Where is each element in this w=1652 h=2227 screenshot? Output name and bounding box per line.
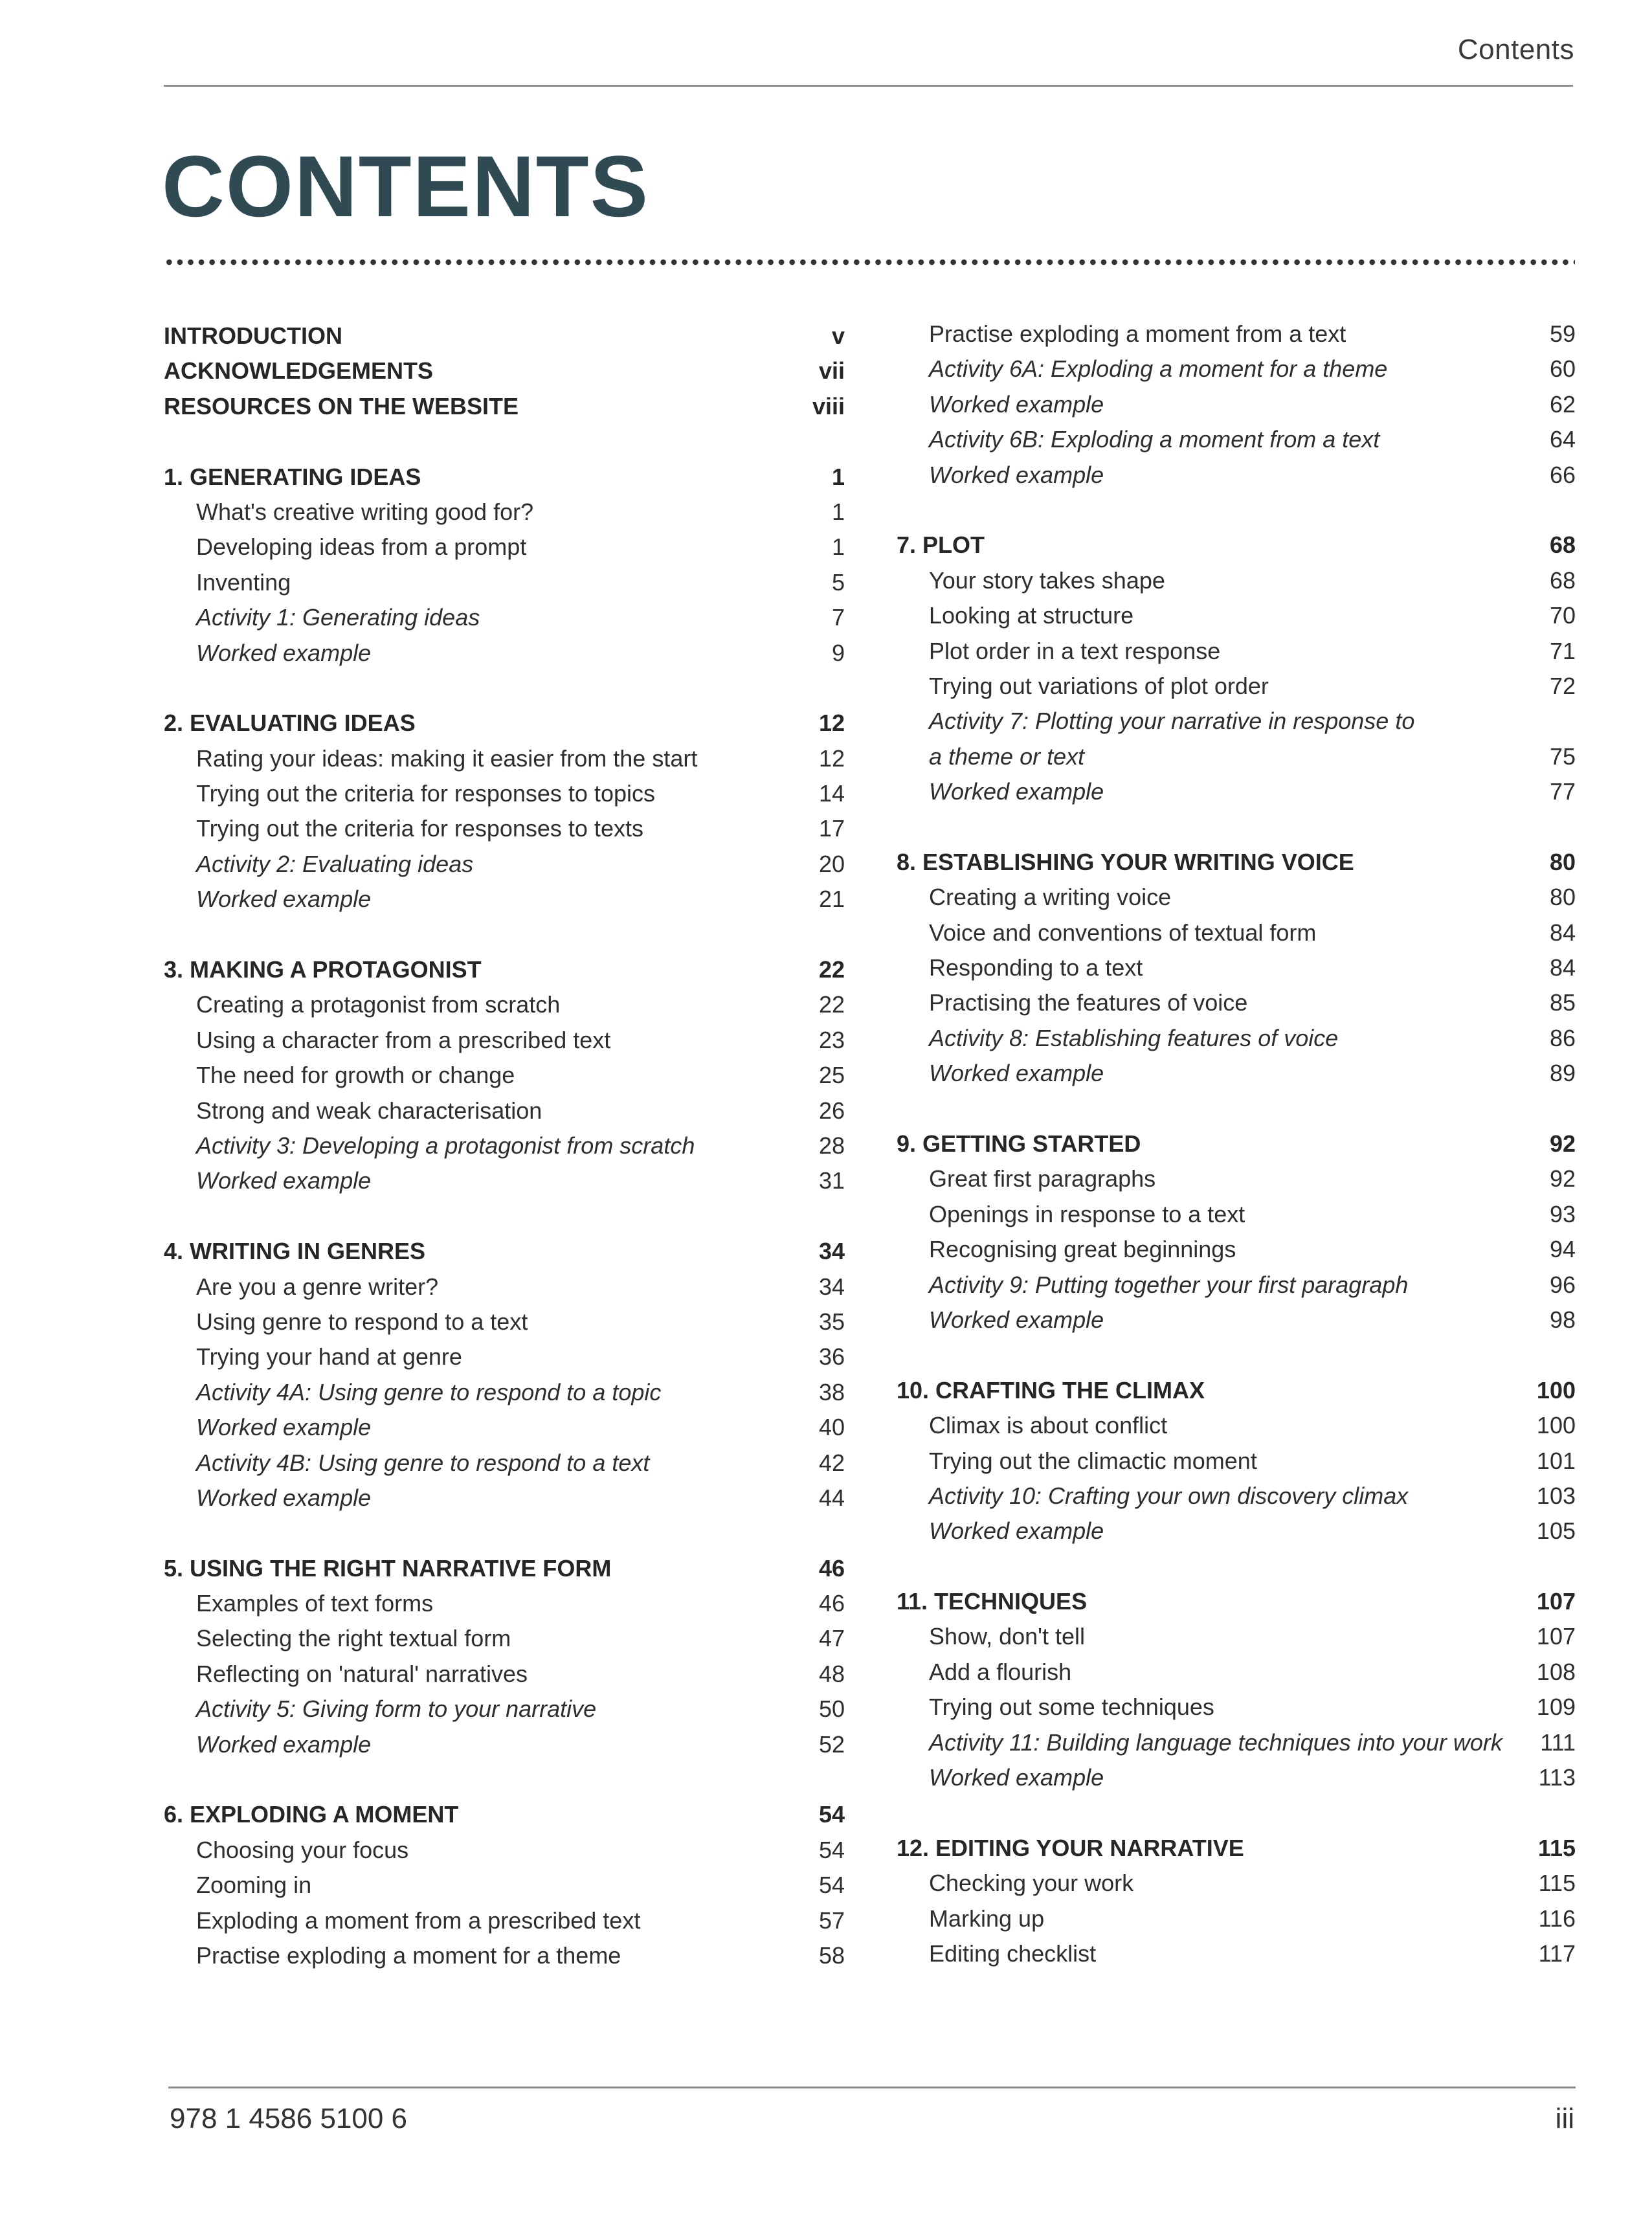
toc-page-number: 57 bbox=[818, 1907, 845, 1934]
toc-page-number: 107 bbox=[1536, 1588, 1576, 1615]
toc-page-number: 80 bbox=[1549, 884, 1576, 911]
toc-subentry[interactable] bbox=[897, 1866, 1576, 1901]
toc-page-number: 75 bbox=[1549, 743, 1576, 770]
toc-page-number: 84 bbox=[1549, 954, 1576, 981]
toc-subentry[interactable] bbox=[164, 530, 845, 565]
toc-entry-title: Add a flourish bbox=[929, 1658, 1072, 1685]
toc-chapter-entry[interactable] bbox=[164, 952, 845, 987]
toc-page-number: 34 bbox=[818, 1273, 845, 1300]
toc-entry-title: Trying out the criteria for responses to texts bbox=[196, 815, 643, 842]
toc-entry-title: Activity 11: Building language techniques into your work bbox=[929, 1729, 1502, 1756]
toc-page-number: 52 bbox=[818, 1730, 845, 1758]
toc-chapter-entry[interactable] bbox=[164, 1551, 845, 1586]
toc-entry-title: Activity 7: Plotting your narrative in response to bbox=[929, 708, 1415, 735]
toc-entry-title: 6. EXPLODING A MOMENT bbox=[164, 1801, 459, 1828]
running-header: Contents bbox=[1457, 34, 1574, 65]
toc-page-number: 28 bbox=[818, 1132, 845, 1159]
toc-page-number: 116 bbox=[1538, 1905, 1576, 1932]
toc-subentry[interactable] bbox=[897, 774, 1576, 809]
toc-subentry[interactable] bbox=[897, 563, 1576, 598]
toc-entry-title: Great first paragraphs bbox=[929, 1165, 1156, 1192]
toc-entry-title: Your story takes shape bbox=[929, 566, 1165, 594]
toc-page-number: 100 bbox=[1536, 1376, 1576, 1404]
toc-subentry[interactable] bbox=[897, 1197, 1576, 1232]
toc-entry-title: Worked example bbox=[196, 1730, 372, 1758]
toc-subentry[interactable] bbox=[164, 600, 845, 635]
toc-page-number: 1 bbox=[831, 498, 845, 525]
toc-page-number: 42 bbox=[818, 1449, 845, 1476]
toc-page-number: 60 bbox=[1549, 355, 1576, 383]
toc-page-number: 89 bbox=[1549, 1060, 1576, 1087]
toc-page-number: 21 bbox=[818, 886, 845, 913]
section-spacer bbox=[897, 1091, 1576, 1126]
toc-entry-title: Worked example bbox=[196, 1414, 372, 1441]
toc-subentry[interactable] bbox=[164, 1903, 845, 1938]
toc-entry-title: 3. MAKING A PROTAGONIST bbox=[164, 956, 482, 983]
toc-chapter-entry[interactable] bbox=[164, 706, 845, 741]
toc-entry-title: Worked example bbox=[929, 778, 1104, 805]
toc-subentry[interactable] bbox=[164, 1375, 845, 1410]
toc-subentry[interactable] bbox=[164, 1410, 845, 1445]
toc-chapter-entry[interactable] bbox=[164, 1234, 845, 1269]
toc-page-number: 50 bbox=[818, 1695, 845, 1723]
toc-entry-title: Activity 6A: Exploding a moment for a theme bbox=[929, 355, 1388, 383]
toc-page-number: 107 bbox=[1536, 1623, 1576, 1650]
toc-front-matter-entry[interactable] bbox=[164, 353, 845, 388]
page-number: iii bbox=[1555, 2103, 1574, 2134]
toc-page-number: 17 bbox=[818, 815, 845, 842]
toc-page-number: 58 bbox=[818, 1942, 845, 1969]
toc-page-number: viii bbox=[812, 392, 845, 420]
toc-subentry[interactable] bbox=[897, 1901, 1576, 1936]
toc-front-matter-entry[interactable] bbox=[164, 389, 845, 424]
toc-entry-title: a theme or text bbox=[929, 743, 1085, 770]
toc-subentry[interactable] bbox=[897, 1655, 1576, 1690]
toc-subentry[interactable] bbox=[897, 1936, 1576, 1971]
toc-subentry[interactable] bbox=[897, 1232, 1576, 1267]
toc-entry-title: Trying out some techniques bbox=[929, 1694, 1214, 1721]
toc-entry-title: Activity 2: Evaluating ideas bbox=[196, 850, 474, 877]
toc-entry-title: 1. GENERATING IDEAS bbox=[164, 463, 421, 490]
toc-page-number: 26 bbox=[818, 1097, 845, 1124]
toc-page-number: 68 bbox=[1549, 532, 1576, 559]
toc-page-number: 93 bbox=[1549, 1200, 1576, 1227]
toc-page-number: 72 bbox=[1549, 672, 1576, 699]
toc-entry-title: Trying out the criteria for responses to topics bbox=[196, 780, 655, 807]
toc-subentry[interactable] bbox=[164, 1270, 845, 1304]
toc-subentry[interactable] bbox=[897, 915, 1576, 950]
toc-subentry[interactable] bbox=[897, 1408, 1576, 1443]
toc-entry-title: Trying out the climactic moment bbox=[929, 1447, 1257, 1474]
toc-page-number: 5 bbox=[831, 568, 845, 596]
toc-subentry[interactable] bbox=[897, 950, 1576, 985]
toc-chapter-entry[interactable] bbox=[897, 528, 1576, 563]
toc-entry-title: ACKNOWLEDGEMENTS bbox=[164, 357, 433, 385]
toc-page-number: 54 bbox=[818, 1872, 845, 1899]
toc-page-number: 108 bbox=[1536, 1658, 1576, 1685]
toc-subentry[interactable] bbox=[897, 669, 1576, 704]
toc-entry-title: Responding to a text bbox=[929, 954, 1143, 981]
toc-subentry[interactable] bbox=[164, 1128, 845, 1163]
toc-subentry[interactable] bbox=[164, 636, 845, 671]
toc-subentry[interactable] bbox=[164, 1481, 845, 1516]
toc-page-number: 64 bbox=[1549, 426, 1576, 453]
toc-subentry[interactable] bbox=[164, 741, 845, 776]
toc-entry-title: Examples of text forms bbox=[196, 1590, 434, 1617]
isbn: 978 1 4586 5100 6 bbox=[170, 2103, 408, 2134]
toc-entry-title: Show, don't tell bbox=[929, 1623, 1086, 1650]
toc-entry-title: Activity 1: Generating ideas bbox=[196, 604, 480, 631]
toc-entry-title: Activity 5: Giving form to your narrative bbox=[196, 1695, 597, 1723]
toc-entry-title: Marking up bbox=[929, 1905, 1045, 1932]
toc-subentry[interactable] bbox=[164, 811, 845, 846]
section-spacer bbox=[897, 809, 1576, 844]
toc-entry-title: Developing ideas from a prompt bbox=[196, 533, 527, 561]
toc-page-number: 113 bbox=[1538, 1764, 1576, 1791]
toc-entry-title: Recognising great beginnings bbox=[929, 1236, 1236, 1263]
toc-page-number: 7 bbox=[831, 604, 845, 631]
toc-page-number: 54 bbox=[818, 1836, 845, 1863]
toc-subentry[interactable] bbox=[897, 352, 1576, 386]
toc-entry-title: 5. USING THE RIGHT NARRATIVE FORM bbox=[164, 1554, 612, 1582]
toc-subentry[interactable] bbox=[164, 565, 845, 600]
toc-entry-title: INTRODUCTION bbox=[164, 322, 342, 349]
toc-subentry[interactable] bbox=[897, 634, 1576, 669]
toc-page-number: 1 bbox=[831, 463, 845, 490]
toc-subentry[interactable] bbox=[897, 1021, 1576, 1056]
toc-subentry[interactable] bbox=[164, 1938, 845, 1973]
toc-page-number: 105 bbox=[1536, 1517, 1576, 1545]
toc-page-number: 12 bbox=[818, 744, 845, 772]
section-spacer bbox=[164, 1516, 845, 1550]
toc-subentry[interactable] bbox=[164, 1657, 845, 1692]
toc-entry-title: 9. GETTING STARTED bbox=[897, 1130, 1141, 1157]
toc-subentry[interactable] bbox=[897, 422, 1576, 457]
toc-subentry[interactable] bbox=[897, 387, 1576, 422]
toc-page-number: 92 bbox=[1549, 1165, 1576, 1192]
toc-page-number: 115 bbox=[1538, 1870, 1576, 1897]
toc-entry-title: Inventing bbox=[196, 568, 291, 596]
toc-page-number: 48 bbox=[818, 1660, 845, 1687]
toc-subentry[interactable] bbox=[164, 1586, 845, 1621]
toc-entry-title: Worked example bbox=[929, 461, 1104, 488]
toc-subentry[interactable] bbox=[897, 1056, 1576, 1091]
toc-entry-title: Looking at structure bbox=[929, 602, 1134, 629]
toc-entry-title: Using genre to respond to a text bbox=[196, 1308, 528, 1335]
toc-page-number: 62 bbox=[1549, 390, 1576, 418]
toc-page-number: 40 bbox=[818, 1414, 845, 1441]
toc-page-number: 46 bbox=[818, 1590, 845, 1617]
toc-page-number: 59 bbox=[1549, 320, 1576, 347]
toc-subentry[interactable] bbox=[897, 458, 1576, 493]
toc-entry-title: Practise exploding a moment for a theme bbox=[196, 1942, 621, 1969]
dotted-divider bbox=[164, 258, 1575, 267]
toc-entry-title: Worked example bbox=[196, 1484, 372, 1511]
toc-entry-title: Activity 6B: Exploding a moment from a text bbox=[929, 426, 1380, 453]
toc-entry-title: Reflecting on 'natural' narratives bbox=[196, 1660, 528, 1687]
toc-page-number: 9 bbox=[831, 639, 845, 666]
toc-chapter-entry[interactable] bbox=[897, 1373, 1576, 1408]
toc-subentry[interactable] bbox=[897, 985, 1576, 1020]
toc-page-number: 68 bbox=[1549, 566, 1576, 594]
toc-entry-title: The need for growth or change bbox=[196, 1062, 515, 1089]
toc-subentry[interactable] bbox=[164, 1833, 845, 1868]
toc-page-number: 12 bbox=[818, 710, 845, 737]
toc-page-number: 117 bbox=[1538, 1940, 1576, 1967]
toc-front-matter-entry[interactable] bbox=[164, 319, 845, 353]
toc-subentry[interactable] bbox=[897, 317, 1576, 352]
toc-entry-title: Climax is about conflict bbox=[929, 1412, 1168, 1439]
toc-entry-title: Worked example bbox=[196, 886, 372, 913]
toc-page-number: 115 bbox=[1537, 1834, 1576, 1861]
section-spacer bbox=[897, 1549, 1576, 1584]
toc-subentry[interactable] bbox=[897, 598, 1576, 633]
toc-subentry[interactable] bbox=[897, 1514, 1576, 1549]
toc-page-number: 36 bbox=[818, 1343, 845, 1371]
toc-subentry[interactable] bbox=[164, 1093, 845, 1128]
section-spacer bbox=[164, 671, 845, 706]
toc-entry-title: Worked example bbox=[929, 1517, 1104, 1545]
toc-page-number: 34 bbox=[818, 1238, 845, 1265]
section-spacer bbox=[164, 1762, 845, 1797]
toc-left-column bbox=[164, 319, 845, 1973]
toc-entry-title: 12. EDITING YOUR NARRATIVE bbox=[897, 1834, 1244, 1861]
section-spacer bbox=[164, 424, 845, 459]
toc-entry-title: Activity 8: Establishing features of voice bbox=[929, 1024, 1339, 1051]
toc-page-number: 14 bbox=[818, 780, 845, 807]
toc-page-number: vii bbox=[818, 357, 845, 385]
toc-entry-title: Editing checklist bbox=[929, 1940, 1097, 1967]
toc-page-number: 100 bbox=[1536, 1412, 1576, 1439]
toc-subentry[interactable] bbox=[897, 1690, 1576, 1725]
toc-page-number: 98 bbox=[1549, 1306, 1576, 1333]
toc-subentry[interactable] bbox=[897, 1303, 1576, 1337]
toc-entry-title: 8. ESTABLISHING YOUR WRITING VOICE bbox=[897, 848, 1354, 875]
toc-page-number: 86 bbox=[1549, 1024, 1576, 1051]
toc-page-number: 38 bbox=[818, 1378, 845, 1405]
toc-entry-title: Exploding a moment from a prescribed text bbox=[196, 1907, 641, 1934]
toc-entry-title: Strong and weak characterisation bbox=[196, 1097, 542, 1124]
toc-entry-title: Zooming in bbox=[196, 1872, 312, 1899]
toc-page-number: 47 bbox=[818, 1625, 845, 1652]
toc-entry-title: Using a character from a prescribed text bbox=[196, 1026, 611, 1053]
toc-page-number: 54 bbox=[818, 1801, 845, 1828]
toc-entry-title: Trying out variations of plot order bbox=[929, 672, 1269, 699]
toc-page-number: 103 bbox=[1536, 1482, 1576, 1509]
toc-subentry[interactable] bbox=[897, 1760, 1576, 1795]
section-spacer bbox=[164, 917, 845, 952]
toc-entry-title: Trying your hand at genre bbox=[196, 1343, 462, 1371]
toc-entry-title: Worked example bbox=[929, 1060, 1104, 1087]
toc-subentry[interactable] bbox=[897, 1444, 1576, 1479]
toc-page-number: 66 bbox=[1549, 461, 1576, 488]
toc-subentry[interactable] bbox=[164, 987, 845, 1022]
footer-rule bbox=[168, 2087, 1576, 2088]
toc-subentry[interactable] bbox=[164, 495, 845, 530]
toc-entry-title: Openings in response to a text bbox=[929, 1200, 1245, 1227]
page-title: CONTENTS bbox=[162, 139, 649, 235]
toc-entry-title: 10. CRAFTING THE CLIMAX bbox=[897, 1376, 1205, 1404]
toc-entry-title: 2. EVALUATING IDEAS bbox=[164, 710, 416, 737]
toc-page-number: 25 bbox=[818, 1062, 845, 1089]
toc-page-number: 46 bbox=[818, 1554, 845, 1582]
toc-subentry[interactable] bbox=[164, 1868, 845, 1903]
toc-entry-title: Activity 9: Putting together your first paragraph bbox=[929, 1271, 1409, 1298]
toc-entry-title: Activity 4B: Using genre to respond to a text bbox=[196, 1449, 650, 1476]
toc-page-number: 31 bbox=[818, 1167, 845, 1194]
toc-subentry[interactable] bbox=[164, 1023, 845, 1058]
toc-entry-title: Voice and conventions of textual form bbox=[929, 919, 1317, 946]
toc-chapter-entry[interactable] bbox=[897, 1584, 1576, 1619]
toc-chapter-entry[interactable] bbox=[164, 460, 845, 495]
toc-page-number: 22 bbox=[818, 956, 845, 983]
toc-subentry[interactable] bbox=[164, 882, 845, 917]
toc-subentry[interactable] bbox=[164, 1163, 845, 1198]
toc-subentry[interactable] bbox=[164, 1621, 845, 1656]
toc-page-number: 71 bbox=[1549, 637, 1576, 664]
toc-subentry[interactable] bbox=[164, 1692, 845, 1727]
toc-entry-title: RESOURCES ON THE WEBSITE bbox=[164, 392, 519, 420]
toc-page-number: 96 bbox=[1549, 1271, 1576, 1298]
toc-subentry[interactable] bbox=[164, 1339, 845, 1374]
toc-page-number: 22 bbox=[818, 991, 845, 1018]
toc-entry-title: What's creative writing good for? bbox=[196, 498, 534, 525]
toc-subentry[interactable] bbox=[897, 880, 1576, 915]
toc-chapter-entry[interactable] bbox=[897, 1126, 1576, 1161]
toc-subentry[interactable] bbox=[164, 1304, 845, 1339]
toc-page-number: v bbox=[831, 322, 845, 349]
toc-subentry[interactable] bbox=[897, 1479, 1576, 1514]
toc-chapter-entry[interactable] bbox=[897, 1831, 1576, 1866]
toc-entry-title: Practise exploding a moment from a text bbox=[929, 320, 1346, 347]
toc-page-number: 35 bbox=[818, 1308, 845, 1335]
toc-entry-title: 7. PLOT bbox=[897, 532, 985, 559]
toc-entry-title: Worked example bbox=[196, 639, 372, 666]
toc-subentry[interactable] bbox=[897, 739, 1576, 774]
toc-entry-title: Worked example bbox=[196, 1167, 372, 1194]
toc-entry-title: Rating your ideas: making it easier from the start bbox=[196, 744, 698, 772]
toc-entry-title: Activity 4A: Using genre to respond to a topic bbox=[196, 1378, 662, 1405]
toc-page-number: 101 bbox=[1536, 1447, 1576, 1474]
toc-subentry[interactable] bbox=[164, 776, 845, 811]
toc-page-number: 23 bbox=[818, 1026, 845, 1053]
section-spacer bbox=[897, 493, 1576, 528]
toc-page-number: 111 bbox=[1540, 1729, 1576, 1756]
toc-page-number: 80 bbox=[1549, 848, 1576, 875]
toc-subentry[interactable] bbox=[164, 1446, 845, 1481]
toc-entry-title: Activity 10: Crafting your own discovery climax bbox=[929, 1482, 1409, 1509]
toc-subentry[interactable] bbox=[164, 1058, 845, 1093]
toc-subentry[interactable] bbox=[897, 1268, 1576, 1303]
toc-entry-title: Plot order in a text response bbox=[929, 637, 1221, 664]
toc-page-number: 20 bbox=[818, 850, 845, 877]
toc-entry-title: Worked example bbox=[929, 390, 1104, 418]
toc-entry-title: Creating a protagonist from scratch bbox=[196, 991, 561, 1018]
toc-page-number: 109 bbox=[1536, 1694, 1576, 1721]
toc-entry-title: Choosing your focus bbox=[196, 1836, 409, 1863]
toc-subentry[interactable] bbox=[164, 847, 845, 882]
toc-page-number: 70 bbox=[1549, 602, 1576, 629]
toc-entry-title: Creating a writing voice bbox=[929, 884, 1172, 911]
toc-chapter-entry[interactable] bbox=[897, 845, 1576, 880]
toc-page-number: 85 bbox=[1549, 989, 1576, 1016]
toc-chapter-entry[interactable] bbox=[164, 1797, 845, 1832]
toc-page-number: 1 bbox=[831, 533, 845, 561]
toc-entry-title: Selecting the right textual form bbox=[196, 1625, 511, 1652]
toc-page-number: 94 bbox=[1549, 1236, 1576, 1263]
toc-entry-title: Worked example bbox=[929, 1764, 1104, 1791]
toc-subentry[interactable] bbox=[897, 1725, 1576, 1760]
toc-subentry[interactable] bbox=[897, 704, 1576, 739]
section-spacer bbox=[164, 1199, 845, 1234]
toc-subentry[interactable] bbox=[897, 1161, 1576, 1196]
toc-entry-title: Activity 3: Developing a protagonist from scratch bbox=[196, 1132, 695, 1159]
toc-page-number: 84 bbox=[1549, 919, 1576, 946]
toc-entry-title: Practising the features of voice bbox=[929, 989, 1248, 1016]
toc-right-column bbox=[897, 317, 1576, 1971]
toc-subentry[interactable] bbox=[164, 1727, 845, 1762]
toc-page-number: 44 bbox=[818, 1484, 845, 1511]
toc-entry-title: Checking your work bbox=[929, 1870, 1134, 1897]
toc-entry-title: 11. TECHNIQUES bbox=[897, 1588, 1088, 1615]
toc-entry-title: Worked example bbox=[929, 1306, 1104, 1333]
header-rule bbox=[164, 85, 1573, 87]
toc-page-number: 92 bbox=[1549, 1130, 1576, 1157]
toc-subentry[interactable] bbox=[897, 1619, 1576, 1654]
toc-page-number: 77 bbox=[1549, 778, 1576, 805]
toc-entry-title: Are you a genre writer? bbox=[196, 1273, 439, 1300]
toc-entry-title: 4. WRITING IN GENRES bbox=[164, 1238, 426, 1265]
section-spacer bbox=[897, 1337, 1576, 1372]
section-spacer bbox=[897, 1795, 1576, 1830]
